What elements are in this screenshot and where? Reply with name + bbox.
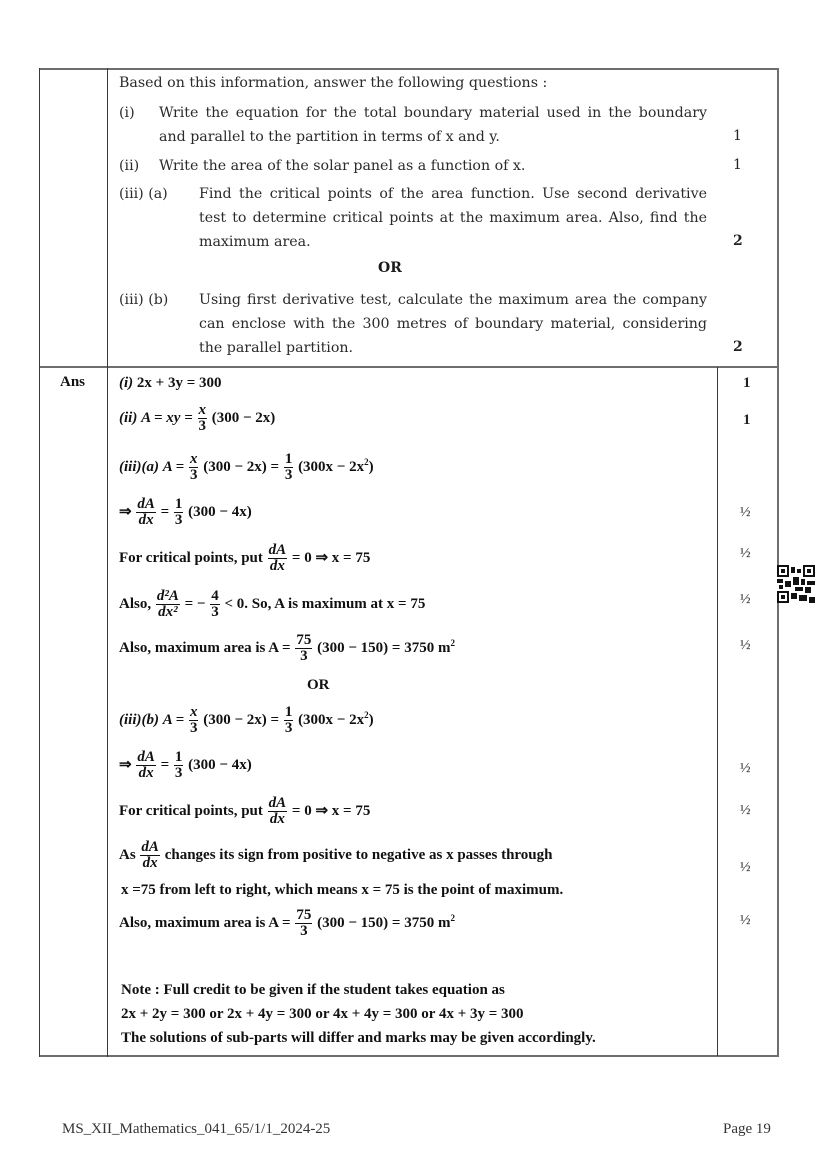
label: (i) (119, 375, 134, 391)
note-line-2: 2x + 2y = 300 or 2x + 4y = 300 or 4x + 4y = 300 or 4x + 3y = 300 (121, 1006, 524, 1022)
fraction: $\frac{dA}{dx}$ (137, 496, 155, 528)
qr-code-icon (777, 565, 815, 603)
part-label: (i) (119, 105, 135, 121)
answer-iii-a: (iii)(a) A = $\frac{x}{3}$ (300 − 2x) = $\frac{1}{3}$ $(300x - 2x^2)$ (119, 451, 374, 483)
row-divider (39, 366, 779, 368)
fraction: $\frac{1}{3}$ (284, 704, 293, 736)
answer-sign-change: As $\frac{dA}{dx}$ changes its sign from positive to negative as x passes through (119, 839, 553, 871)
column-divider-label (107, 68, 108, 1057)
answer-i (119, 375, 222, 392)
question-or: OR (378, 260, 402, 276)
fraction: $\frac{75}{3}$ (296, 907, 312, 939)
answer-crit-b: For critical points, put $\frac{dA}{dx}$ = 0 ⇒ x = 75 (119, 795, 371, 827)
question-intro: Based on this information, answer the following questions : (119, 75, 548, 91)
table-left-border (39, 68, 40, 1057)
answer-sign-change-line2: x =75 from left to right, which means x = 75 is the point of maximum. (121, 882, 564, 898)
expr-pre: A = (162, 458, 185, 475)
table-bottom-border (39, 1055, 779, 1057)
label: (ii) (119, 409, 138, 426)
answer-deriv-a: ⇒ $\frac{dA}{dx}$ = $\frac{1}{3}$ (300 − 4x) (119, 496, 252, 528)
answer-label: Ans (60, 374, 86, 390)
marks: 1 (743, 375, 751, 391)
note-line-1: Note : Full credit to be given if the student takes equation as (121, 982, 505, 998)
marks: 1 (733, 128, 742, 144)
fraction: $\frac{dA}{dx}$ (268, 542, 287, 574)
expr-pre: A = xy = (141, 409, 193, 426)
marks: 1 (733, 157, 742, 173)
marks: ½ (740, 592, 751, 607)
expr: 2x + 3y = 300 (136, 375, 222, 391)
column-divider-marks (717, 367, 718, 1056)
marks: ½ (740, 638, 751, 653)
fraction: $\frac{\text{d²A}}{\text{dx²}}$ (156, 588, 179, 620)
answer-max-b: Also, maximum area is A = $\frac{75}{3}$ (300 − 150) = 3750 $m^2$ (119, 907, 455, 939)
fraction: $\frac{1}{3}$ (174, 496, 183, 528)
part-text: Write the area of the solar panel as a function of x. (159, 158, 526, 174)
implies-arrow: ⇒ (119, 503, 132, 520)
answer-max-a: Also, maximum area is A = $\frac{75}{3}$ (300 − 150) = 3750 $m^2$ (119, 632, 455, 664)
fraction: $\frac{4}{3}$ (211, 588, 219, 620)
answer-second-deriv: Also, $\frac{\text{d²A}}{\text{dx²}}$ = − $\frac{4}{3}$ < 0. So, A is maximum at x = 75 (119, 588, 426, 620)
marks: ½ (740, 913, 751, 928)
expr-post: (300 − 2x) (211, 409, 276, 426)
marks: ½ (740, 761, 751, 776)
fraction: $\frac{x}{3}$ (189, 704, 198, 736)
note-line-3: The solutions of sub-parts will differ and marks may be given accordingly. (121, 1030, 596, 1046)
fraction: $\frac{dA}{dx}$ (268, 795, 287, 827)
fraction: $\frac{dA}{dx}$ (141, 839, 159, 871)
answer-iii-b: (iii)(b) A = $\frac{x}{3}$ (300 − 2x) = $\frac{1}{3}$ $(300x - 2x^2)$ (119, 704, 374, 736)
marks: ½ (740, 505, 751, 520)
marks: ½ (740, 860, 751, 875)
marks: 2 (733, 339, 743, 355)
part-label: (iii) (b) (119, 292, 169, 308)
part-text: Using first derivative test, calculate the maximum area the company can enclose with the 300 metres of boundary material, considering the parallel partition. (199, 292, 707, 356)
part-text: Write the equation for the total boundary material used in the boundary and parallel to the partition in terms of x and y. (159, 105, 707, 145)
answer-ii (119, 403, 275, 434)
part-text: Find the critical points of the area function. Use second derivative test to determine critical points at the maximum area. Also, find the maximum area. (199, 186, 707, 250)
footer-doc-id: MS_XII_Mathematics_041_65/1/1_2024-25 (62, 1121, 331, 1137)
fraction: $\frac{x}{3}$ (189, 451, 198, 483)
footer-page-number: Page 19 (723, 1121, 771, 1137)
table-top-border (39, 68, 779, 70)
answer-crit-a: For critical points, put $\frac{dA}{dx}$ = 0 ⇒ x = 75 (119, 542, 371, 574)
marks: ½ (740, 803, 751, 818)
marks: 1 (743, 412, 751, 428)
answer-deriv-b: ⇒ $\frac{dA}{dx}$ = $\frac{1}{3}$ (300 − 4x) (119, 749, 252, 781)
fraction: $\frac{dA}{dx}$ (137, 749, 155, 781)
answer-or: OR (307, 677, 330, 693)
expr-post: (300x − 2x (298, 458, 365, 475)
part-label: (iii) (a) (119, 186, 168, 202)
fraction: $\frac{1}{3}$ (284, 451, 293, 483)
fraction: $\frac{x}{3}$ (198, 402, 207, 434)
marks: ½ (740, 546, 751, 561)
part-label: (ii) (119, 158, 140, 174)
fraction: $\frac{75}{3}$ (296, 632, 312, 664)
question-part-i (119, 101, 709, 151)
table-right-border (777, 68, 779, 1057)
fraction: $\frac{1}{3}$ (174, 749, 183, 781)
label: (iii)(a) (119, 458, 159, 475)
expr-mid: (300 − 2x) = (203, 458, 280, 475)
marks: 2 (733, 233, 743, 249)
